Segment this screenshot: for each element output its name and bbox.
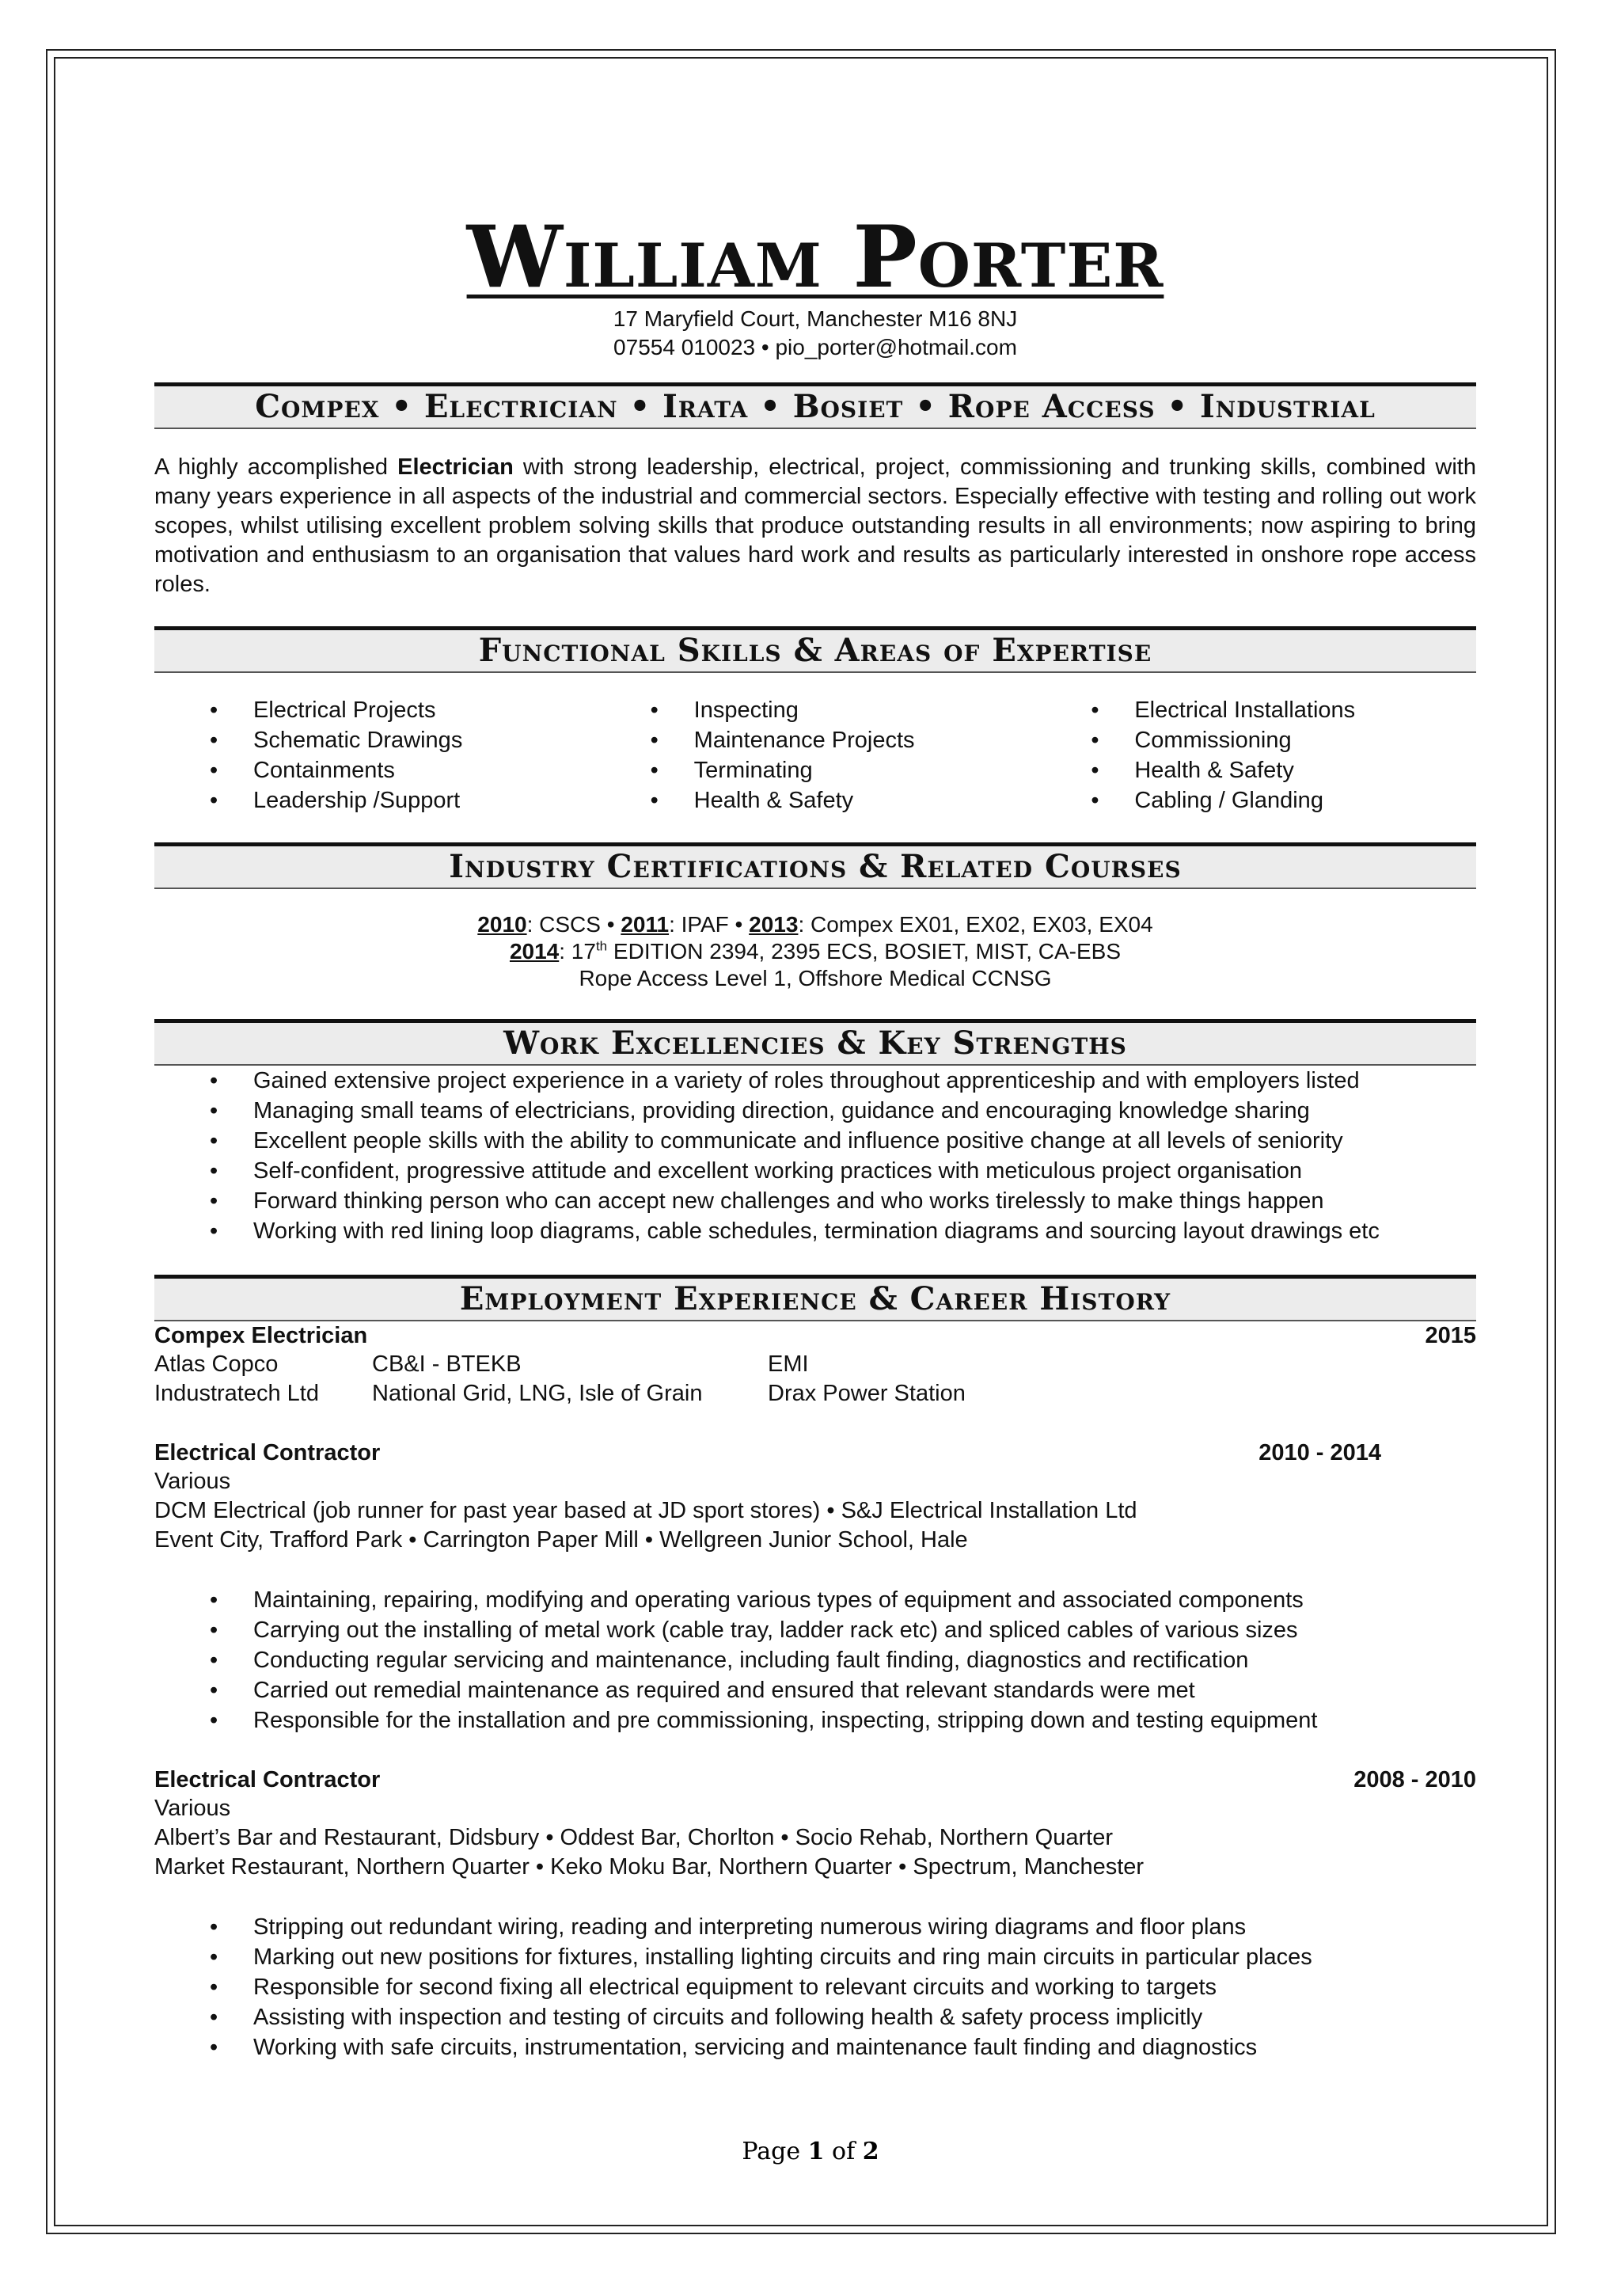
- titles-bar: Compex • Electrician • Irata • Bosiet • Rope Access • Industrial: [154, 382, 1476, 429]
- job-1-employers-row-2: [154, 1379, 1476, 1408]
- cert-superscript: th: [595, 938, 608, 954]
- skills-column-2: [595, 695, 1036, 815]
- job-2-line-3: Event City, Trafford Park • Carrington Paper Mill • Wellgreen Junior School, Hale: [154, 1527, 968, 1553]
- certifications: [154, 911, 1476, 992]
- job-title: Electrical Contractor: [154, 1440, 381, 1465]
- cert-year: 2013: [749, 912, 799, 937]
- employer: Industratech Ltd: [154, 1381, 319, 1406]
- cert-year: 2010: [477, 912, 527, 937]
- job-2-line-1: Various: [154, 1469, 231, 1494]
- current-page: 1: [807, 2138, 825, 2165]
- phone-email: 07554 010023 • pio_porter@hotmail.com: [613, 335, 1017, 359]
- employer: CB&I - BTEKB: [372, 1351, 522, 1377]
- job-1-header: [154, 1321, 1476, 1350]
- job-2-duties: [154, 1585, 1476, 1735]
- skill-item: • Health & Safety: [1134, 755, 1476, 785]
- list-item: • Marking out new positions for fixtures, installing lighting circuits and ring main circuits in particular places: [253, 1942, 1476, 1972]
- spacer: [154, 1555, 1476, 1585]
- candidate-name: [154, 207, 1476, 307]
- certs-line-2: [154, 938, 1476, 965]
- list-item: • Forward thinking person who can accept new challenges and who works tirelessly to make things happen: [253, 1186, 1476, 1216]
- skill-item: • Maintenance Projects: [694, 725, 1036, 755]
- list-item: • Gained extensive project experience in a variety of roles throughout apprenticeship and with employers listed: [253, 1066, 1476, 1096]
- skill-item: • Electrical Projects: [253, 695, 595, 725]
- spacer: [154, 1735, 1476, 1766]
- cert-text: : IPAF •: [669, 912, 750, 937]
- skill-item: • Commissioning: [1134, 725, 1476, 755]
- page-label: Page: [742, 2138, 808, 2165]
- candidate-name-text: William Porter: [466, 207, 1164, 307]
- page-number: [0, 2138, 1621, 2165]
- certs-line-1: [154, 911, 1476, 938]
- resume-content: [154, 202, 1476, 2062]
- list-item: • Stripping out redundant wiring, reading and interpreting numerous wiring diagrams and floor plans: [253, 1912, 1476, 1942]
- skill-item: • Containments: [253, 755, 595, 785]
- skills-column-1: [154, 695, 595, 815]
- cert-year: 2014: [509, 939, 560, 964]
- skill-item: • Schematic Drawings: [253, 725, 595, 755]
- job-2-header: [154, 1439, 1476, 1467]
- skill-item: • Leadership /Support: [253, 785, 595, 815]
- job-2-line-2: DCM Electrical (job runner for past year based at JD sport stores) • S&J Electrical Installation Ltd: [154, 1498, 1137, 1523]
- strengths-heading: Work Excellencies & Key Strengths: [154, 1019, 1476, 1066]
- strengths-list: [154, 1066, 1476, 1246]
- job-3-line-3: Market Restaurant, Northern Quarter • Keko Moku Bar, Northern Quarter • Spectrum, Manchester: [154, 1854, 1145, 1880]
- job-3-duties: [154, 1912, 1476, 2062]
- address: 17 Maryfield Court, Manchester M16 8NJ: [613, 306, 1018, 331]
- profile-summary: [154, 453, 1476, 599]
- skill-item: • Health & Safety: [694, 785, 1036, 815]
- employer: National Grid, LNG, Isle of Grain: [372, 1381, 703, 1406]
- list-item: • Working with red lining loop diagrams, cable schedules, termination diagrams and sourcing layout drawings etc: [253, 1216, 1476, 1246]
- job-dates: 2015: [1425, 1323, 1476, 1348]
- employer: EMI: [768, 1351, 809, 1377]
- list-item: • Assisting with inspection and testing of circuits and following health & safety process implicitly: [253, 2002, 1476, 2032]
- cert-year: 2011: [621, 912, 670, 937]
- employment-heading: Employment Experience & Career History: [154, 1275, 1476, 1321]
- job-dates: 2008 - 2010: [1353, 1767, 1476, 1792]
- job-dates: 2010 - 2014: [1258, 1440, 1381, 1465]
- skill-item: • Terminating: [694, 755, 1036, 785]
- employer: Drax Power Station: [768, 1381, 966, 1406]
- certs-line-3: Rope Access Level 1, Offshore Medical CCNSG: [579, 966, 1052, 990]
- list-item: • Working with safe circuits, instrumentation, servicing and maintenance fault finding and diagnostics: [253, 2032, 1476, 2062]
- list-item: • Maintaining, repairing, modifying and operating various types of equipment and associated components: [253, 1585, 1476, 1615]
- job-title: Compex Electrician: [154, 1323, 368, 1348]
- skill-item: • Electrical Installations: [1134, 695, 1476, 725]
- certifications-heading: Industry Certifications & Related Courses: [154, 842, 1476, 889]
- spacer: [154, 1882, 1476, 1912]
- list-item: • Managing small teams of electricians, providing direction, guidance and encouraging knowledge sharing: [253, 1096, 1476, 1126]
- page-of-label: of: [824, 2138, 863, 2165]
- list-item: • Carried out remedial maintenance as required and ensured that relevant standards were met: [253, 1675, 1476, 1705]
- job-3-line-1: Various: [154, 1796, 231, 1821]
- cert-text: : CSCS •: [526, 912, 621, 937]
- list-item: • Conducting regular servicing and maintenance, including fault finding, diagnostics and rectification: [253, 1645, 1476, 1675]
- skill-item: • Inspecting: [694, 695, 1036, 725]
- spacer: [154, 1408, 1476, 1439]
- list-item: • Self-confident, progressive attitude and excellent working practices with meticulous project organisation: [253, 1156, 1476, 1186]
- summary-text-start: A highly accomplished: [154, 454, 398, 480]
- skills-column-3: [1035, 695, 1476, 815]
- cert-text: EDITION 2394, 2395 ECS, BOSIET, MIST, CA-EBS: [607, 939, 1122, 964]
- skills-heading: Functional Skills & Areas of Expertise: [154, 626, 1476, 673]
- summary-text-end: with strong leadership, electrical, project, commissioning and trunking skills, combined with many years experience in all aspects of the industrial and commercial sectors. Especially effective with testing and rolling out work scopes, whilst utilising excellent problem solving skills that produce outstanding results in all environments; now aspiring to bring motivation and enthusiasm to an organisation that values hard work and results as particularly interested in onshore rope access roles.: [154, 454, 1476, 597]
- skills-list: [154, 695, 1476, 815]
- list-item: • Excellent people skills with the ability to communicate and influence positive change at all levels of seniority: [253, 1126, 1476, 1156]
- list-item: • Responsible for the installation and pre commissioning, inspecting, stripping down and testing equipment: [253, 1705, 1476, 1735]
- cert-text: : 17: [559, 939, 596, 964]
- job-3-line-2: Albert’s Bar and Restaurant, Didsbury • Oddest Bar, Chorlton • Socio Rehab, Northern Quarter: [154, 1825, 1113, 1850]
- skill-item: • Cabling / Glanding: [1134, 785, 1476, 815]
- employer: Atlas Copco: [154, 1351, 279, 1377]
- summary-highlight: Electrician: [397, 454, 514, 480]
- list-item: • Carrying out the installing of metal work (cable tray, ladder rack etc) and spliced cables of various sizes: [253, 1615, 1476, 1645]
- job-1-employers-row-1: [154, 1350, 1476, 1379]
- job-title: Electrical Contractor: [154, 1767, 381, 1792]
- total-pages: 2: [862, 2138, 879, 2165]
- cert-text: : Compex EX01, EX02, EX03, EX04: [798, 912, 1153, 937]
- job-3-header: [154, 1766, 1476, 1794]
- list-item: • Responsible for second fixing all electrical equipment to relevant circuits and working to targets: [253, 1972, 1476, 2002]
